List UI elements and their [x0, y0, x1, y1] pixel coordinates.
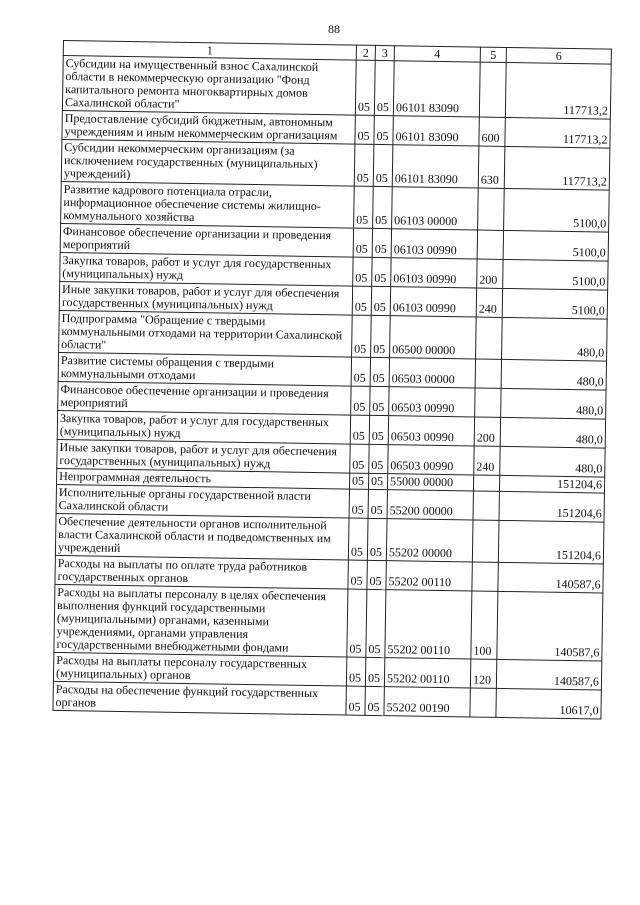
row-expense-type-cell: 240 — [476, 288, 502, 317]
row-target-article-cell: 55202 00110 — [385, 590, 472, 659]
row-name-cell: Закупка товаров, работ и услуг для государственных (муниципальных) нужд — [60, 252, 353, 286]
budget-sheet — [52, 40, 610, 720]
page-number: 88 — [328, 22, 340, 36]
row-subsection-cell: 05 — [366, 589, 386, 657]
row-name-cell: Расходы на выплаты по оплате труда работников государственных органов — [55, 555, 348, 589]
row-target-article-cell: 55202 00000 — [386, 519, 473, 562]
row-target-article-cell: 06103 00990 — [391, 229, 477, 259]
row-target-article-cell: 06503 00000 — [389, 358, 475, 388]
row-expense-type-cell — [473, 491, 499, 520]
row-name-cell: Финансовое обеспечение организации и проведения мероприятий — [58, 381, 351, 415]
row-expense-type-cell — [478, 188, 505, 230]
row-amount-cell: 151204,6 — [498, 520, 604, 564]
row-amount-cell: 5100,0 — [503, 230, 608, 261]
row-target-article-cell: 55202 00110 — [384, 658, 470, 688]
row-target-article-cell: 55200 00000 — [387, 490, 473, 520]
row-name-cell: Развитие кадрового потенциала отрасли, информационное обеспечение системы жилищно-коммунального хозяйства — [61, 181, 355, 228]
row-name-cell: Непрограммная деятельность — [57, 468, 350, 489]
row-expense-type-cell — [473, 475, 499, 491]
budget-table — [52, 40, 611, 720]
row-expense-type-cell: 630 — [478, 146, 505, 188]
row-subsection-cell: 05 — [368, 473, 387, 489]
row-section-cell: 05 — [347, 589, 367, 657]
row-name-cell: Закупка товаров, работ и услуг для государственных (муниципальных) нужд — [57, 410, 350, 444]
column-header: 6 — [506, 47, 611, 64]
row-expense-type-cell — [476, 317, 503, 359]
row-name-cell: Иные закупки товаров, работ и услуг для обеспечения государственных (муниципальных) нужд — [59, 281, 352, 315]
row-subsection-cell: 05 — [367, 560, 386, 589]
row-section-cell: 05 — [353, 228, 372, 257]
row-amount-cell: 480,0 — [502, 317, 608, 361]
row-name-cell: Предоставление субсидий бюджетным, автономным учреждениям и иным некоммерческим организациям — [62, 110, 355, 144]
column-header: 5 — [480, 47, 506, 62]
row-amount-cell: 5100,0 — [504, 188, 610, 232]
row-amount-cell: 151204,6 — [499, 491, 604, 522]
row-expense-type-cell: 240 — [474, 446, 500, 475]
column-header: 3 — [375, 45, 394, 60]
row-section-cell: 05 — [352, 286, 371, 315]
row-expense-type-cell: 100 — [471, 591, 498, 659]
row-amount-cell: 10617,0 — [496, 688, 601, 719]
row-name-cell: Расходы на выплаты персоналу в целях обеспечения выполнения функций государственными (муниципальными) органами, казенными учреждениями, органами управления государственными внебюджетными фондами — [54, 584, 348, 657]
row-expense-type-cell — [477, 230, 503, 259]
row-subsection-cell: 05 — [373, 144, 393, 186]
row-subsection-cell: 05 — [371, 315, 391, 357]
row-subsection-cell: 05 — [371, 286, 390, 315]
row-expense-type-cell — [470, 688, 496, 717]
row-expense-type-cell — [472, 520, 499, 562]
row-expense-type-cell — [475, 388, 501, 417]
row-target-article-cell: 06103 00000 — [392, 187, 479, 230]
column-header: 4 — [394, 46, 480, 62]
row-target-article-cell: 06503 00990 — [388, 416, 474, 446]
row-section-cell: 05 — [355, 60, 375, 115]
row-target-article-cell: 06101 83090 — [393, 61, 480, 117]
row-amount-cell: 140587,6 — [496, 659, 601, 690]
row-name-cell: Обеспечение деятельности органов исполнительной власти Сахалинской области и подведомственных им учреждений — [55, 513, 349, 560]
row-name-cell: Субсидии на имущественный взнос Сахалинской области в некоммерческую организацию "Фонд капитального ремонта многоквартирных домов Сахалинской области" — [62, 56, 356, 116]
row-section-cell: 05 — [354, 186, 374, 228]
row-section-cell: 05 — [350, 415, 369, 444]
row-subsection-cell: 05 — [373, 186, 393, 228]
row-name-cell: Расходы на обеспечение функций государственных органов — [53, 681, 346, 715]
row-target-article-cell: 06503 00990 — [389, 387, 475, 417]
row-subsection-cell: 05 — [365, 657, 384, 686]
row-target-article-cell: 06103 00990 — [390, 287, 476, 317]
row-amount-cell: 5100,0 — [503, 259, 608, 290]
row-amount-cell: 480,0 — [500, 446, 605, 477]
row-section-cell: 05 — [346, 657, 365, 686]
row-amount-cell: 480,0 — [501, 359, 606, 390]
row-name-cell: Исполнительные органы государственной власти Сахалинской области — [56, 484, 349, 518]
row-section-cell: 05 — [351, 386, 370, 415]
row-amount-cell: 117713,2 — [505, 62, 611, 119]
row-section-cell: 05 — [353, 257, 372, 286]
row-subsection-cell: 05 — [370, 386, 389, 415]
row-target-article-cell: 06503 00990 — [388, 445, 474, 475]
row-target-article-cell: 55202 00190 — [384, 687, 470, 717]
row-expense-type-cell — [479, 62, 506, 117]
row-subsection-cell: 05 — [367, 518, 387, 560]
row-subsection-cell: 05 — [368, 489, 387, 518]
row-section-cell: 05 — [355, 115, 374, 144]
row-name-cell: Субсидии некоммерческим организациям (за исключением государственных (муниципальных) учреждений) — [61, 139, 355, 186]
row-subsection-cell: 05 — [372, 257, 391, 286]
row-amount-cell: 140587,6 — [498, 562, 603, 593]
row-expense-type-cell: 120 — [470, 659, 496, 688]
row-target-article-cell: 06101 83090 — [393, 116, 479, 146]
row-name-cell: Развитие системы обращения с твердыми коммунальными отходами — [58, 352, 351, 386]
row-subsection-cell: 05 — [374, 60, 394, 115]
row-amount-cell: 480,0 — [501, 388, 606, 419]
row-amount-cell: 5100,0 — [502, 288, 607, 319]
row-amount-cell: 151204,6 — [499, 475, 604, 493]
row-subsection-cell: 05 — [372, 228, 391, 257]
row-expense-type-cell — [472, 562, 498, 591]
row-target-article-cell: 06500 00000 — [390, 316, 477, 359]
table-row — [54, 584, 603, 661]
row-target-article-cell: 06103 00990 — [391, 258, 477, 288]
column-header: 1 — [63, 41, 356, 61]
row-name-cell: Расходы на выплаты персоналу государственных (муниципальных) органов — [53, 652, 346, 686]
row-section-cell: 05 — [351, 357, 370, 386]
row-section-cell: 05 — [346, 686, 365, 715]
row-target-article-cell: 55202 00110 — [386, 561, 472, 591]
row-expense-type-cell — [475, 359, 501, 388]
row-name-cell: Подпрограмма "Обращение с твердыми коммунальными отходами на территории Сахалинской области" — [59, 310, 353, 357]
row-subsection-cell: 05 — [365, 686, 384, 715]
row-subsection-cell: 05 — [369, 444, 388, 473]
column-header: 2 — [356, 45, 375, 60]
row-section-cell: 05 — [354, 144, 374, 186]
row-expense-type-cell: 200 — [477, 259, 503, 288]
row-section-cell: 05 — [348, 518, 368, 560]
table-row — [62, 56, 611, 120]
row-expense-type-cell: 200 — [474, 417, 500, 446]
row-subsection-cell: 05 — [369, 415, 388, 444]
row-amount-cell: 140587,6 — [497, 591, 603, 661]
row-section-cell: 05 — [350, 444, 369, 473]
row-target-article-cell: 06101 83090 — [392, 145, 479, 188]
row-expense-type-cell: 600 — [479, 117, 505, 146]
row-amount-cell: 117713,2 — [505, 117, 610, 148]
row-section-cell: 05 — [349, 489, 368, 518]
row-name-cell: Финансовое обеспечение организации и проведения мероприятий — [60, 223, 353, 257]
row-section-cell: 05 — [352, 315, 372, 357]
row-subsection-cell: 05 — [374, 115, 393, 144]
row-subsection-cell: 05 — [370, 357, 389, 386]
row-amount-cell: 117713,2 — [504, 146, 610, 190]
row-section-cell: 05 — [348, 560, 367, 589]
row-section-cell: 05 — [349, 473, 368, 489]
row-amount-cell: 480,0 — [500, 417, 605, 448]
row-target-article-cell: 55000 00000 — [387, 474, 473, 491]
row-name-cell: Иные закупки товаров, работ и услуг для обеспечения государственных (муниципальных) нужд — [57, 439, 350, 473]
